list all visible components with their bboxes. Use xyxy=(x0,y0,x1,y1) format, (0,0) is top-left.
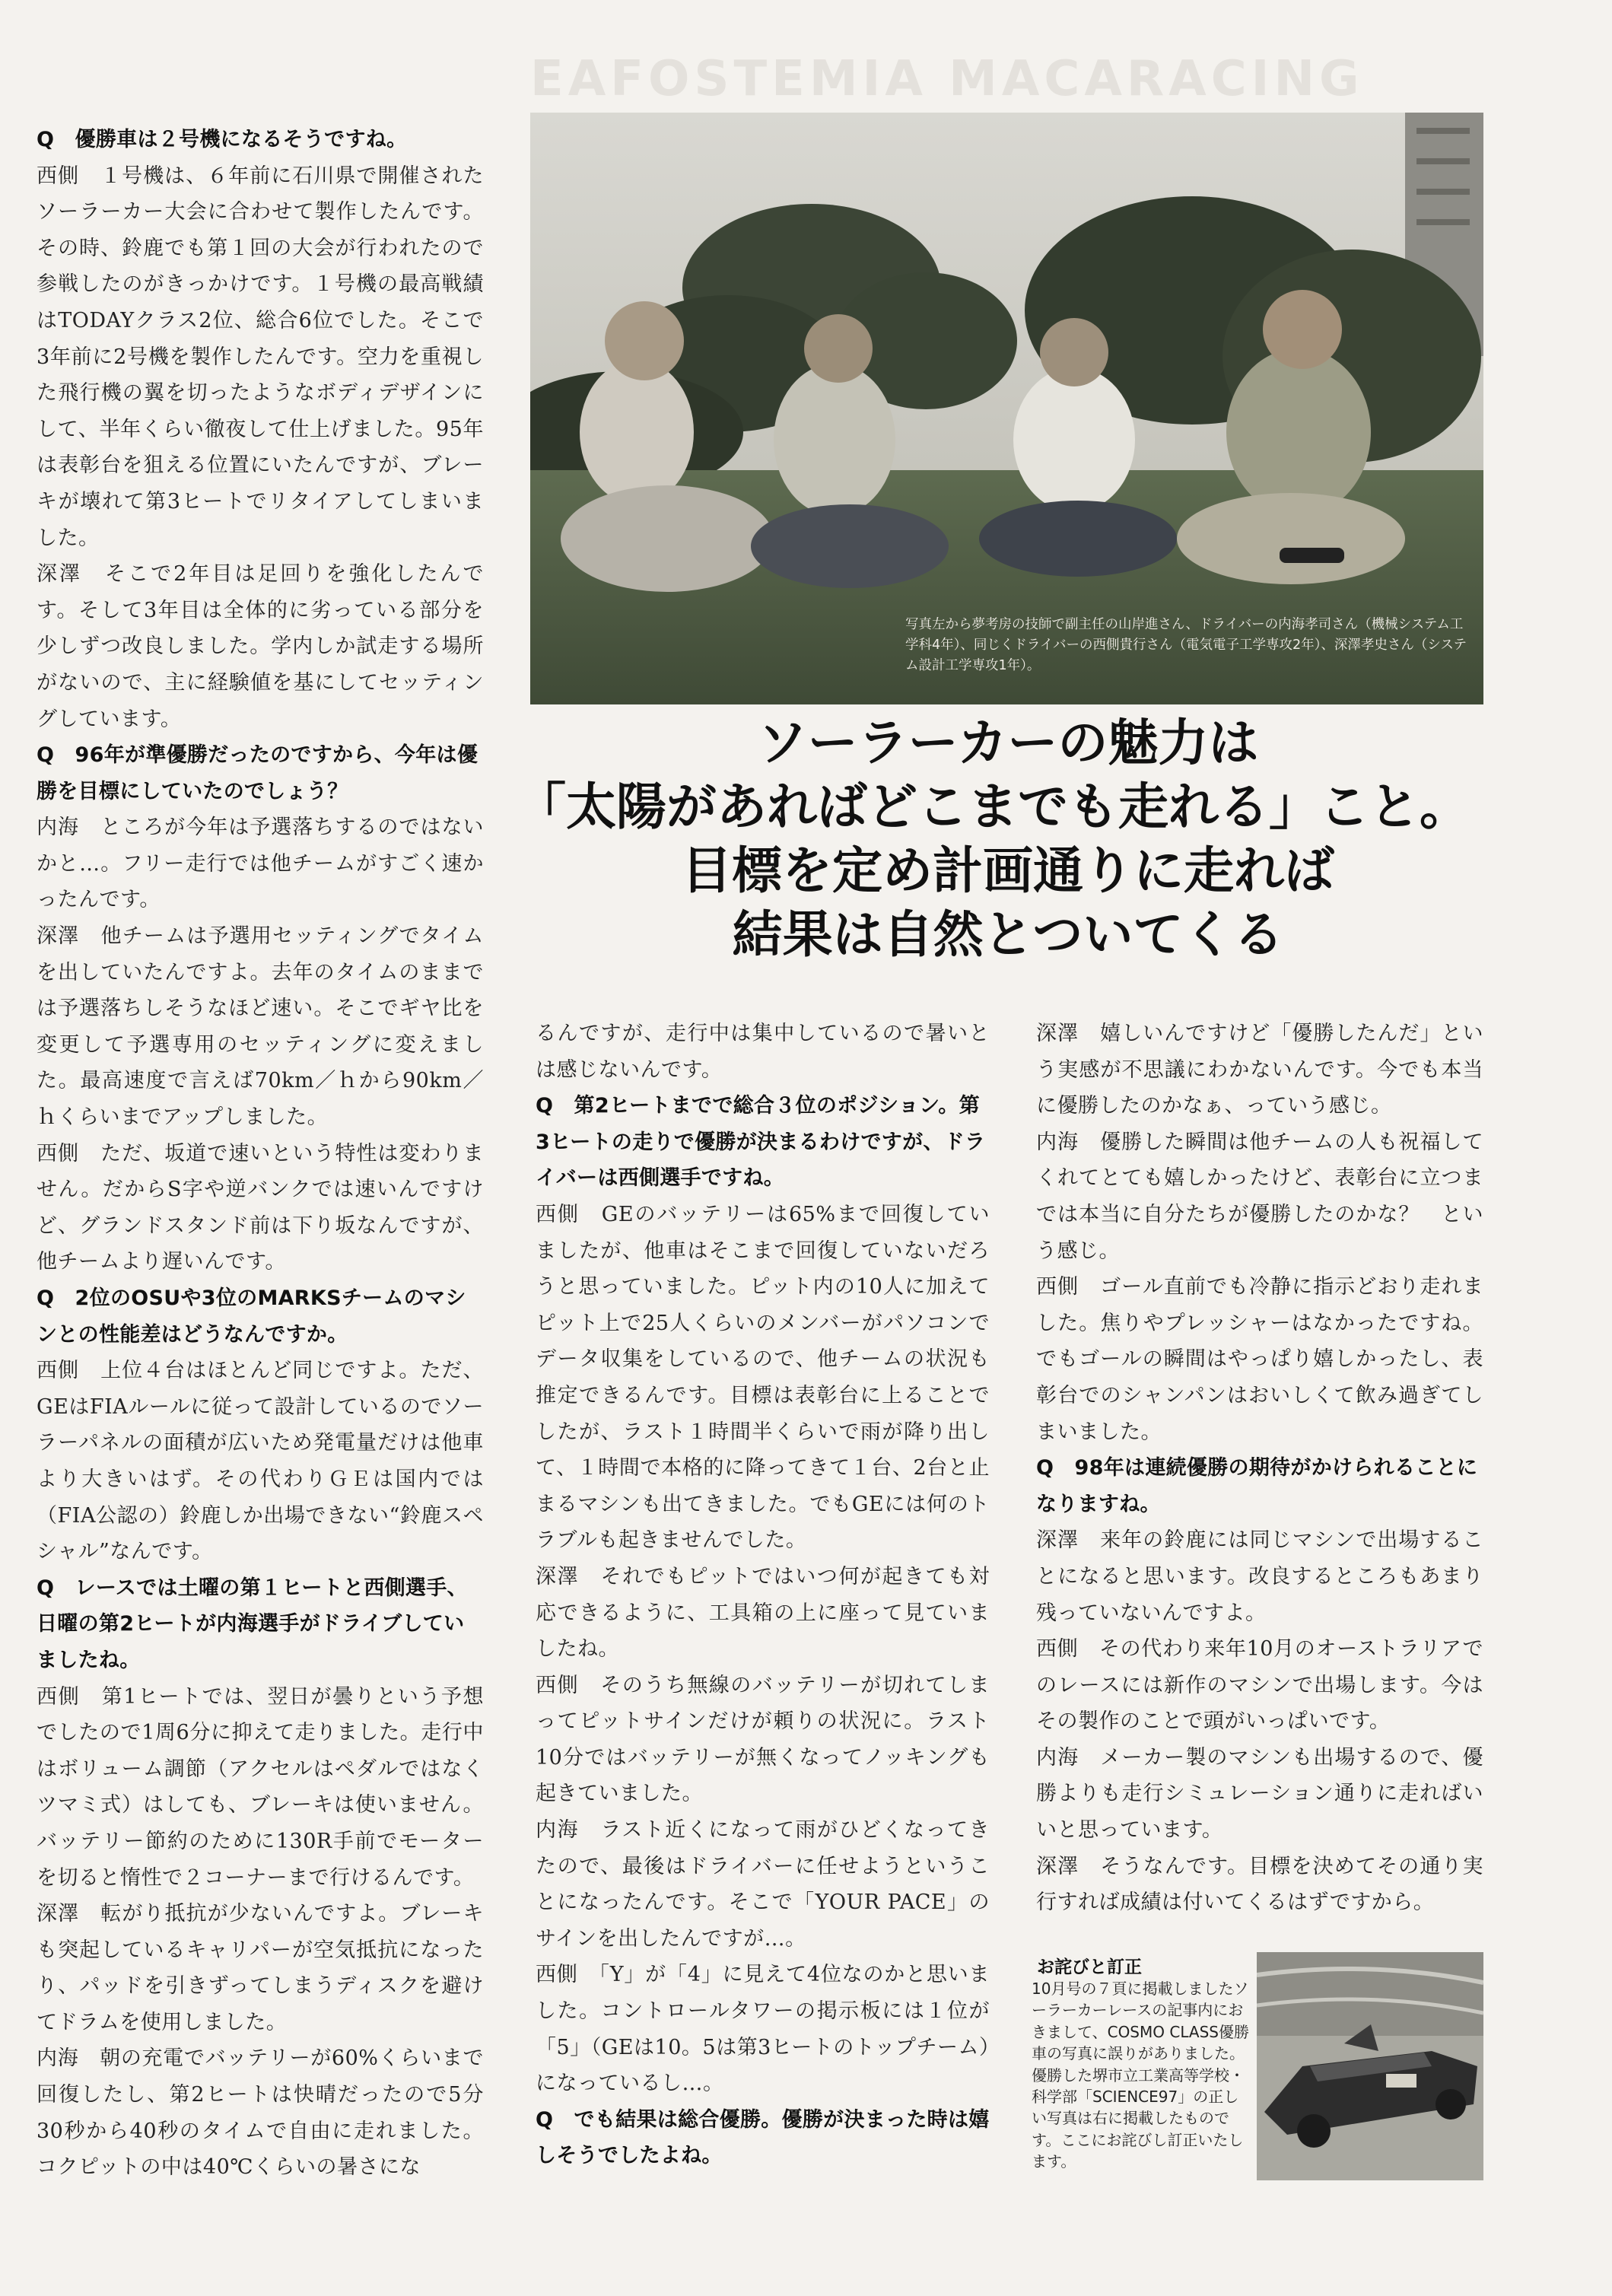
interview-answer: 西側 その代わり来年10月のオーストラリアでのレースには新作のマシンで出場します。今はその製作のことで頭がいっぱいです。 xyxy=(1036,1637,1483,1734)
headline xyxy=(516,711,1483,967)
interview-question: Q 98年は連続優勝の期待がかけられることになりますね。 xyxy=(1036,1456,1478,1516)
interview-question: Q でも結果は総合優勝。優勝が決まった時は嬉しそうでしたよね。 xyxy=(536,2107,990,2168)
interview-answer: 西側 「Y」が「4」に見えて4位なのかと思いました。コントロールタワーの掲示板には１位が「5」（GEは10。5は第3ヒートのトップチーム）になっているし…。 xyxy=(536,1963,990,2096)
interview-column-1 xyxy=(37,122,484,2186)
group-photo xyxy=(530,113,1483,704)
interview-question: Q 優勝車は２号機になるそうですね。 xyxy=(37,128,408,151)
headline-line-3: 目標を定め計画通りに走れば xyxy=(682,841,1334,900)
interview-answer: 内海 朝の充電でバッテリーが60%くらいまで回復したし、第2ヒートは快晴だったので5分30秒から40秒のタイムで自由に走れました。コクピットの中は40℃くらいの暑さにな xyxy=(37,2046,484,2180)
interview-question: Q 2位のOSUや3位のMARKSチームのマシンとの性能差はどうなんですか。 xyxy=(37,1286,466,1347)
correction-body: 10月号の７頁に掲載しましたソーラーカーレースの記事内におきまして、COSMO CLASS優勝車の写真に誤りがありました。優勝した堺市立工業高等学校・科学部「SCIENCE97」の正しい写真は右に掲載したものです。ここにお詫びし訂正いたします。 xyxy=(1032,1980,1249,2171)
interview-answer: 深澤 そうなんです。目標を決めてその通り実行すれば成績は付いてくるはずですから。 xyxy=(1036,1854,1483,1915)
interview-question: Q 96年が準優勝だったのですから、今年は優勝を目標にしていたのでしょう？ xyxy=(37,743,479,803)
interview-answer: 西側 上位４台はほとんど同じですよ。ただ、GEはFIAルールに従って設計しているのでソーラーパネルの面積が広いため発電量だけは他車より大きいはず。その代わりＧＥは国内では（FIA公認の）鈴鹿しか出場できない“鈴鹿スペシャル”なんです。 xyxy=(37,1359,484,1564)
headline-line-1: ソーラーカーの魅力は xyxy=(757,714,1259,772)
interview-answer: 西側 そのうち無線のバッテリーが切れてしまってピットサインだけが頼りの状況に。ラスト10分ではバッテリーが無くなってノッキングも起きていました。 xyxy=(536,1673,990,1806)
interview-column-2 xyxy=(536,1016,990,2174)
photo-caption: 写真左から夢考房の技師で副主任の山岸進さん、ドライバーの内海孝司さん（機械システム工学科4年）、同じくドライバーの西側貴行さん（電気電子工学専攻2年）、深澤孝史さん（システム設計工学専攻1年）。 xyxy=(905,617,1467,673)
interview-answer: 内海 ラスト近くになって雨がひどくなってきたので、最後はドライバーに任せようということになったんです。そこで「YOUR PACE」のサインを出したんですが…。 xyxy=(536,1818,990,1951)
interview-answer: 深澤 他チームは予選用セッティングでタイムを出していたんですよ。去年のタイムのままでは予選落ちしそうなほど速い。そこでギヤ比を変更して予選専用のセッティングに変えました。最高速度で言えば70km／ｈから90km／ｈくらいまでアップしました。 xyxy=(37,924,484,1130)
interview-answer: 内海 優勝した瞬間は他チームの人も祝福してくれてとても嬉しかったけど、表彰台に立つまでは本当に自分たちが優勝したのかな？ という感じ。 xyxy=(1036,1130,1483,1263)
correction-title: お詫びと訂正 xyxy=(1037,1957,1142,1977)
interview-answer: るんですが、走行中は集中しているので暑いとは感じないんです。 xyxy=(536,1022,990,1082)
interview-answer: 西側 GEのバッテリーは65%まで回復していましたが、他車はそこまで回復していないだろうと思っていました。ピット内の10人に加えてピット上で25人くらいのメンバーがパソコンでデータ収集をしているので、他チームの状況も推定できるんです。目標は表彰台に上ることでしたが、ラスト１時間半くらいで雨が降り出して、１時間で本格的に降ってきて１台、2台と止まるマシンも出てきました。でもGEには何のトラブルも起きませんでした。 xyxy=(536,1202,990,1553)
interview-answer: 深澤 来年の鈴鹿には同じマシンで出場することになると思います。改良するところもあまり残っていないんですよ。 xyxy=(1036,1528,1483,1625)
interview-answer: 深澤 そこで2年目は足回りを強化したんです。そして3年目は全体的に劣っている部分を少しずつ改良しました。学内しか試走する場所がないので、主に経験値を基にしてセッティングしています。 xyxy=(37,562,484,731)
headline-line-4: 結果は自然とついてくる xyxy=(732,905,1284,964)
solar-car-photo xyxy=(1257,1952,1483,2180)
interview-column-3 xyxy=(1036,1016,1483,1921)
faint-background-text: EAFOSTEMIA MACARACING xyxy=(530,51,1364,107)
interview-answer: 西側 ただ、坂道で速いという特性は変わりません。だからS字や逆バンクでは速いんですけど、グランドスタンド前は下り坂なんですが、他チームより遅いんです。 xyxy=(37,1141,484,1274)
interview-question: Q 第2ヒートまでで総合３位のポジション。第3ヒートの走りで優勝が決まるわけですが、ドライバーは西側選手ですね。 xyxy=(536,1094,986,1191)
headline-line-2: 「太陽があればどこまでも走れる」こと。 xyxy=(516,778,1470,836)
interview-question: Q レースでは土曜の第１ヒートと西側選手、日曜の第2ヒートが内海選手がドライブしていましたね。 xyxy=(37,1576,468,1672)
interview-answer: 深澤 嬉しいんですけど「優勝したんだ」という実感が不思議にわかないんです。今でも本当に優勝したのかなぁ、っていう感じ。 xyxy=(1036,1022,1483,1118)
interview-answer: 深澤 転がり抵抗が少ないんですよ。ブレーキも突起しているキャリパーが空気抵抗になったり、パッドを引きずってしまうディスクを避けてドラムを使用しました。 xyxy=(37,1902,484,2034)
interview-answer: 内海 ところが今年は予選落ちするのではないかと…。フリー走行では他チームがすごく速かったんです。 xyxy=(37,816,484,912)
interview-answer: 内海 メーカー製のマシンも出場するので、優勝よりも走行シミュレーション通りに走ればいいと思っています。 xyxy=(1036,1745,1483,1843)
interview-answer: 西側 ゴール直前でも冷静に指示どおり走れました。焦りやプレッシャーはなかったですね。でもゴールの瞬間はやっぱり嬉しかったし、表彰台でのシャンパンはおいしくて飲み過ぎてしまいました。 xyxy=(1036,1275,1483,1444)
interview-answer: 西側 １号機は、６年前に石川県で開催されたソーラーカー大会に合わせて製作したんです。その時、鈴鹿でも第１回の大会が行われたので参戦したのがきっかけです。１号機の最高戦績はTODAYクラス2位、総合6位でした。そこで3年前に2号機を製作したんです。空力を重視した飛行機の翼を切ったようなボディデザインにして、半年くらい徹夜して仕上げました。95年は表彰台を狙える位置にいたんですが、ブレーキが壊れて第3ヒートでリタイアしてしまいました。 xyxy=(37,164,484,550)
interview-answer: 西側 第1ヒートでは、翌日が曇りという予想でしたので1周6分に抑えて走りました。走行中はボリューム調節（アクセルはペダルではなくツマミ式）はしても、ブレーキは使いません。バッテリー節約のために130R手前でモーターを切ると惰性で２コーナーまで行けるんです。 xyxy=(37,1684,484,1890)
interview-answer: 深澤 それでもピットではいつ何が起きても対応できるように、工具箱の上に座って見ていましたね。 xyxy=(536,1564,990,1662)
